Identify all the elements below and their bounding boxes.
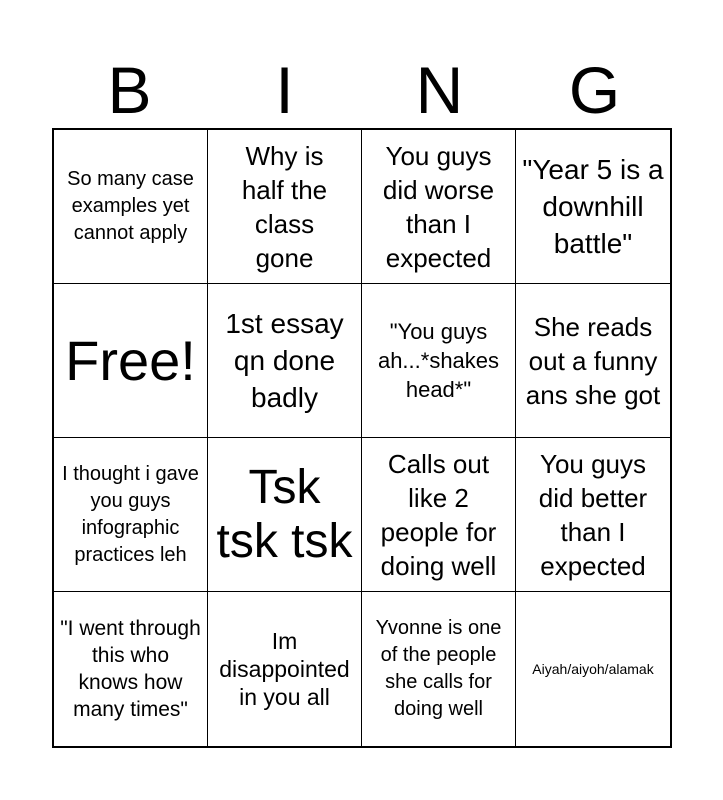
bingo-cell-r4c2[interactable] bbox=[208, 592, 362, 746]
bingo-cell-r1c4[interactable] bbox=[516, 130, 670, 284]
header-letter-g: G bbox=[568, 53, 621, 127]
cell-text: She reads out a funny ans she got bbox=[525, 311, 661, 410]
bingo-cell-r3c2[interactable] bbox=[208, 438, 362, 592]
cell-text: You guys did better than I expected bbox=[538, 448, 648, 581]
cell-text: Im disappointed in you all bbox=[219, 628, 350, 710]
cell-text: So many case examples yet cannot apply bbox=[67, 168, 194, 244]
free-space-text: Free! bbox=[65, 328, 196, 392]
cell-text: "I went through this who knows how many times" bbox=[60, 617, 201, 721]
header-letter-i: I bbox=[275, 53, 294, 127]
cell-text: 1st essay qn done badly bbox=[225, 308, 344, 413]
bingo-cell-r1c2[interactable] bbox=[208, 130, 362, 284]
cell-text: Aiyah/aiyoh/alamak bbox=[532, 661, 654, 677]
cell-text: Tsk tsk tsk bbox=[216, 460, 353, 568]
cell-text: "You guys ah...*shakes head*" bbox=[377, 319, 500, 402]
header-letter-n: N bbox=[415, 53, 464, 127]
bingo-cell-r4c4[interactable] bbox=[516, 592, 670, 746]
bingo-cell-r2c3[interactable] bbox=[362, 284, 516, 438]
header-letter-b: B bbox=[107, 53, 152, 127]
bingo-cell-r2c2[interactable] bbox=[208, 284, 362, 438]
cell-text: You guys did worse than I expected bbox=[382, 140, 495, 273]
cell-text: Why is half the class gone bbox=[241, 140, 328, 273]
bingo-cell-r3c3[interactable] bbox=[362, 438, 516, 592]
bingo-cell-r4c3[interactable] bbox=[362, 592, 516, 746]
bingo-cell-r2c1[interactable] bbox=[54, 284, 208, 438]
bingo-board bbox=[52, 128, 672, 748]
bingo-cell-r4c1[interactable] bbox=[54, 592, 208, 746]
bingo-cell-r2c4[interactable] bbox=[516, 284, 670, 438]
cell-text: Calls out like 2 people for doing well bbox=[380, 448, 497, 581]
cell-text: "Year 5 is a downhill battle" bbox=[522, 154, 664, 259]
bingo-cell-r3c1[interactable] bbox=[54, 438, 208, 592]
bingo-cell-r3c4[interactable] bbox=[516, 438, 670, 592]
cell-text: Yvonne is one of the people she calls for doing well bbox=[375, 617, 502, 720]
bingo-cell-r1c3[interactable] bbox=[362, 130, 516, 284]
cell-text: I thought i gave you guys infographic practices leh bbox=[62, 462, 199, 566]
bingo-header bbox=[52, 52, 672, 128]
bingo-cell-r1c1[interactable] bbox=[54, 130, 208, 284]
